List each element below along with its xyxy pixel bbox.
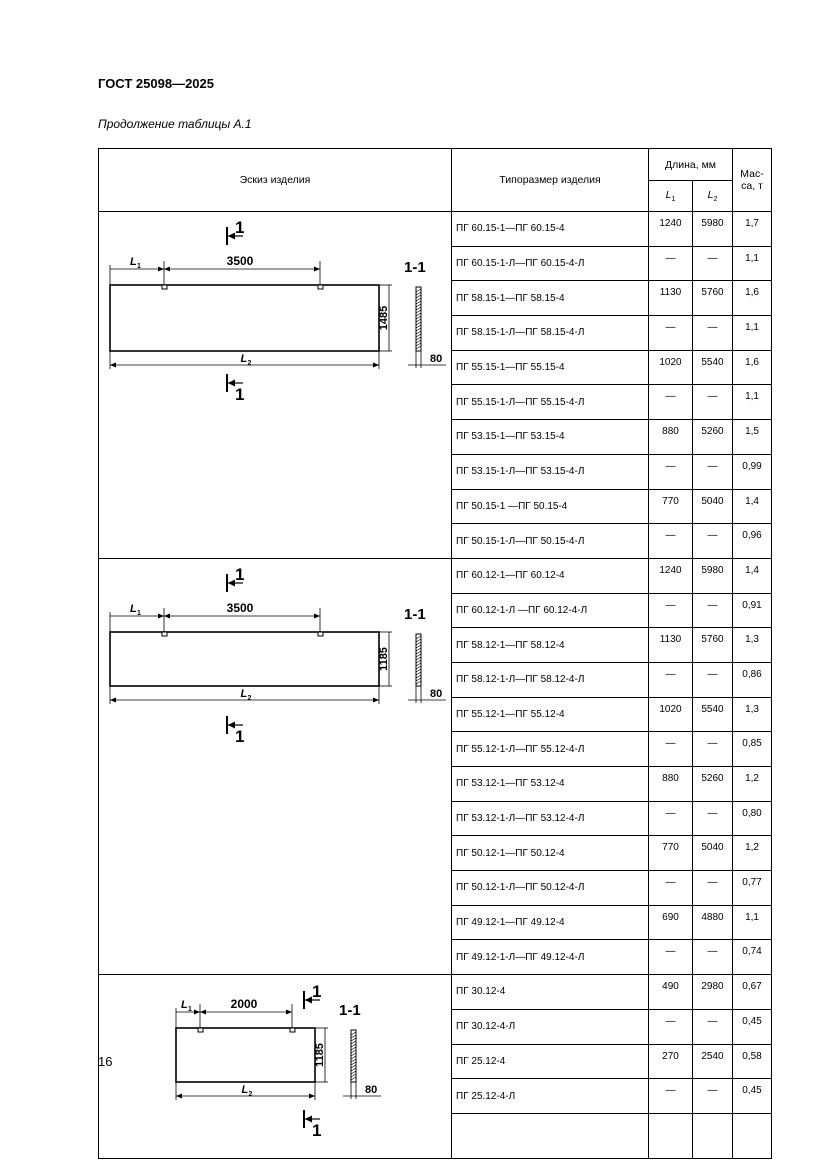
- mass-value: 0,91: [733, 593, 772, 628]
- table-row: [99, 975, 772, 1010]
- sketch-subscript: 2: [248, 1091, 253, 1099]
- mass-value: 1,2: [733, 767, 772, 802]
- product-type: ПГ 50.12-1—ПГ 50.12-4: [452, 836, 649, 871]
- length-l1: 1020: [649, 350, 693, 385]
- mass-value: 0,86: [733, 662, 772, 697]
- table-caption: Продолжение таблицы А.1: [98, 117, 252, 131]
- product-type: ПГ 60.12-1-Л —ПГ 60.12-4-Л: [452, 593, 649, 628]
- length-l1: 270: [649, 1044, 693, 1079]
- mass-value: 1,4: [733, 558, 772, 593]
- sketch-subscript: 2: [247, 694, 252, 702]
- product-type: ПГ 53.12-1—ПГ 53.12-4: [452, 767, 649, 802]
- cut-label: 1: [312, 1121, 322, 1141]
- product-type: ПГ 53.15-1—ПГ 53.15-4: [452, 420, 649, 455]
- empty-cell: [733, 1113, 772, 1158]
- header-mass: Мас-са, т: [733, 149, 772, 212]
- length-l1: 1130: [649, 281, 693, 316]
- mass-value: 1,2: [733, 836, 772, 871]
- length-l1: —: [649, 732, 693, 767]
- length-l2: —: [693, 385, 733, 420]
- sketch-subscript: 2: [247, 360, 252, 367]
- mass-value: 1,7: [733, 212, 772, 247]
- panel-outline: [110, 285, 379, 351]
- length-l1: —: [649, 871, 693, 906]
- dim-height-label: 1485: [378, 305, 390, 331]
- section-label: 1-1: [404, 259, 426, 276]
- mass-value: 1,6: [733, 281, 772, 316]
- mass-value: 0,85: [733, 732, 772, 767]
- mass-value: 0,99: [733, 454, 772, 489]
- length-l2: —: [693, 940, 733, 975]
- header-l2: $L_2$: [693, 181, 733, 212]
- dim-l2-label: L: [240, 353, 248, 365]
- product-table: [98, 148, 772, 1159]
- panel-outline: [176, 1028, 315, 1082]
- length-l2: —: [693, 454, 733, 489]
- mass-value: 0,45: [733, 1079, 772, 1114]
- length-l2: 2980: [693, 975, 733, 1010]
- length-l1: 690: [649, 905, 693, 940]
- length-l2: —: [693, 316, 733, 351]
- product-type: ПГ 55.12-1—ПГ 55.12-4: [452, 697, 649, 732]
- length-l1: —: [649, 940, 693, 975]
- length-l1: —: [649, 801, 693, 836]
- length-l1: —: [649, 385, 693, 420]
- product-sketch: [99, 975, 452, 1158]
- length-l2: —: [693, 593, 733, 628]
- mass-value: 1,6: [733, 350, 772, 385]
- sketch-subscript: 1: [137, 263, 141, 270]
- length-l1: 880: [649, 420, 693, 455]
- product-type: ПГ 53.12-1-Л—ПГ 53.12-4-Л: [452, 801, 649, 836]
- product-type: ПГ 50.12-1-Л—ПГ 50.12-4-Л: [452, 871, 649, 906]
- product-type: ПГ 49.12-1—ПГ 49.12-4: [452, 905, 649, 940]
- mass-value: 1,3: [733, 697, 772, 732]
- product-type: ПГ 30.12-4: [452, 975, 649, 1010]
- header-length: Длина, мм: [649, 149, 733, 181]
- table-row: [99, 558, 772, 593]
- product-type: ПГ 30.12-4-Л: [452, 1009, 649, 1044]
- section-cut-marker: [227, 716, 244, 746]
- dim-span-label: 3500: [226, 254, 254, 268]
- length-l2: —: [693, 662, 733, 697]
- length-l1: 1240: [649, 212, 693, 247]
- product-type: ПГ 53.15-1-Л—ПГ 53.15-4-Л: [452, 454, 649, 489]
- mass-value: 0,45: [733, 1009, 772, 1044]
- dim-l1-label: L: [130, 256, 137, 268]
- length-l2: 5260: [693, 420, 733, 455]
- length-l1: 770: [649, 836, 693, 871]
- dim-span-label: 2000: [230, 997, 258, 1012]
- dim-thickness-label: 80: [430, 687, 443, 700]
- length-l1: —: [649, 1009, 693, 1044]
- table-row: [99, 212, 772, 247]
- length-l2: 2540: [693, 1044, 733, 1079]
- dim-height-label: 1185: [314, 1043, 326, 1068]
- dim-l2-label: L: [240, 687, 248, 700]
- section-cut-marker: [304, 1110, 321, 1140]
- product-sketch: [99, 559, 452, 891]
- sketch-subscript: 1: [137, 609, 141, 617]
- length-l2: —: [693, 524, 733, 559]
- length-l2: 4880: [693, 905, 733, 940]
- sketch-subscript: 1: [188, 1006, 192, 1014]
- product-type: ПГ 55.12-1-Л—ПГ 55.12-4-Л: [452, 732, 649, 767]
- mass-value: 1,3: [733, 628, 772, 663]
- section-cut-marker: [227, 374, 244, 404]
- empty-cell: [452, 1113, 649, 1158]
- mass-value: 0,80: [733, 801, 772, 836]
- length-l1: 880: [649, 767, 693, 802]
- sketch-cell: [99, 975, 452, 1159]
- length-l2: 5980: [693, 212, 733, 247]
- cut-label: 1: [235, 218, 245, 237]
- length-l2: 5040: [693, 836, 733, 871]
- product-type: ПГ 55.15-1—ПГ 55.15-4: [452, 350, 649, 385]
- length-l2: —: [693, 1079, 733, 1114]
- cut-label: 1: [235, 385, 245, 404]
- mass-value: 1,1: [733, 316, 772, 351]
- product-sketch: [99, 212, 452, 489]
- header-l1: $L_1$: [649, 181, 693, 212]
- product-type: ПГ 25.12-4: [452, 1044, 649, 1079]
- length-l1: —: [649, 524, 693, 559]
- mass-value: 0,58: [733, 1044, 772, 1079]
- length-l2: 5040: [693, 489, 733, 524]
- product-type: ПГ 60.12-1—ПГ 60.12-4: [452, 558, 649, 593]
- length-l2: —: [693, 871, 733, 906]
- mass-value: 0,67: [733, 975, 772, 1010]
- length-l2: 5540: [693, 697, 733, 732]
- length-l1: 1020: [649, 697, 693, 732]
- length-l1: 1130: [649, 628, 693, 663]
- length-l1: —: [649, 593, 693, 628]
- length-l1: —: [649, 1079, 693, 1114]
- product-type: ПГ 50.15-1 —ПГ 50.15-4: [452, 489, 649, 524]
- length-l2: 5980: [693, 558, 733, 593]
- empty-cell: [649, 1113, 693, 1158]
- length-l2: —: [693, 732, 733, 767]
- dim-height-label: 1185: [378, 646, 390, 671]
- mass-value: 0,74: [733, 940, 772, 975]
- length-l1: 770: [649, 489, 693, 524]
- cut-label: 1: [235, 726, 245, 746]
- header-sketch: Эскиз изделия: [99, 149, 452, 212]
- header-type: Типоразмер изделия: [452, 149, 649, 212]
- empty-cell: [693, 1113, 733, 1158]
- dim-span-label: 3500: [226, 600, 254, 615]
- document-header: ГОСТ 25098—2025: [98, 76, 214, 91]
- length-l2: 5260: [693, 767, 733, 802]
- product-type: ПГ 25.12-4-Л: [452, 1079, 649, 1114]
- cut-label: 1: [312, 982, 322, 1002]
- length-l1: —: [649, 662, 693, 697]
- product-type: ПГ 58.12-1-Л—ПГ 58.12-4-Л: [452, 662, 649, 697]
- length-l2: 5540: [693, 350, 733, 385]
- length-l2: —: [693, 1009, 733, 1044]
- mass-value: 1,4: [733, 489, 772, 524]
- page-number: 16: [98, 1054, 113, 1069]
- length-l1: —: [649, 316, 693, 351]
- dim-l1-label: L: [130, 602, 137, 615]
- section-cut-marker: [227, 565, 244, 592]
- product-type: ПГ 55.15-1-Л—ПГ 55.15-4-Л: [452, 385, 649, 420]
- length-l2: 5760: [693, 628, 733, 663]
- mass-value: 0,96: [733, 524, 772, 559]
- length-l1: —: [649, 246, 693, 281]
- product-type: ПГ 58.12-1—ПГ 58.12-4: [452, 628, 649, 663]
- dim-thickness-label: 80: [365, 1084, 378, 1097]
- length-l1: 1240: [649, 558, 693, 593]
- dim-thickness-label: 80: [430, 353, 443, 365]
- dim-l2-label: L: [241, 1084, 249, 1097]
- length-l1: 490: [649, 975, 693, 1010]
- mass-value: 1,1: [733, 246, 772, 281]
- length-l2: —: [693, 801, 733, 836]
- cut-label: 1: [235, 564, 245, 584]
- length-l2: 5760: [693, 281, 733, 316]
- dim-l1-label: L: [181, 999, 188, 1012]
- product-type: ПГ 50.15-1-Л—ПГ 50.15-4-Л: [452, 524, 649, 559]
- section-cut-marker: [304, 982, 321, 1009]
- mass-value: 1,1: [733, 385, 772, 420]
- length-l1: —: [649, 454, 693, 489]
- product-type: ПГ 49.12-1-Л—ПГ 49.12-4-Л: [452, 940, 649, 975]
- section-cut-marker: [227, 218, 244, 245]
- product-type: ПГ 58.15-1-Л—ПГ 58.15-4-Л: [452, 316, 649, 351]
- product-type: ПГ 60.15-1—ПГ 60.15-4: [452, 212, 649, 247]
- section-label: 1-1: [339, 1002, 361, 1020]
- mass-value: 0,77: [733, 871, 772, 906]
- mass-value: 1,5: [733, 420, 772, 455]
- sketch-cell: [99, 558, 452, 974]
- length-l2: —: [693, 246, 733, 281]
- panel-outline: [110, 632, 379, 686]
- sketch-cell: [99, 212, 452, 559]
- product-type: ПГ 60.15-1-Л—ПГ 60.15-4-Л: [452, 246, 649, 281]
- section-label: 1-1: [404, 605, 426, 623]
- mass-value: 1,1: [733, 905, 772, 940]
- product-type: ПГ 58.15-1—ПГ 58.15-4: [452, 281, 649, 316]
